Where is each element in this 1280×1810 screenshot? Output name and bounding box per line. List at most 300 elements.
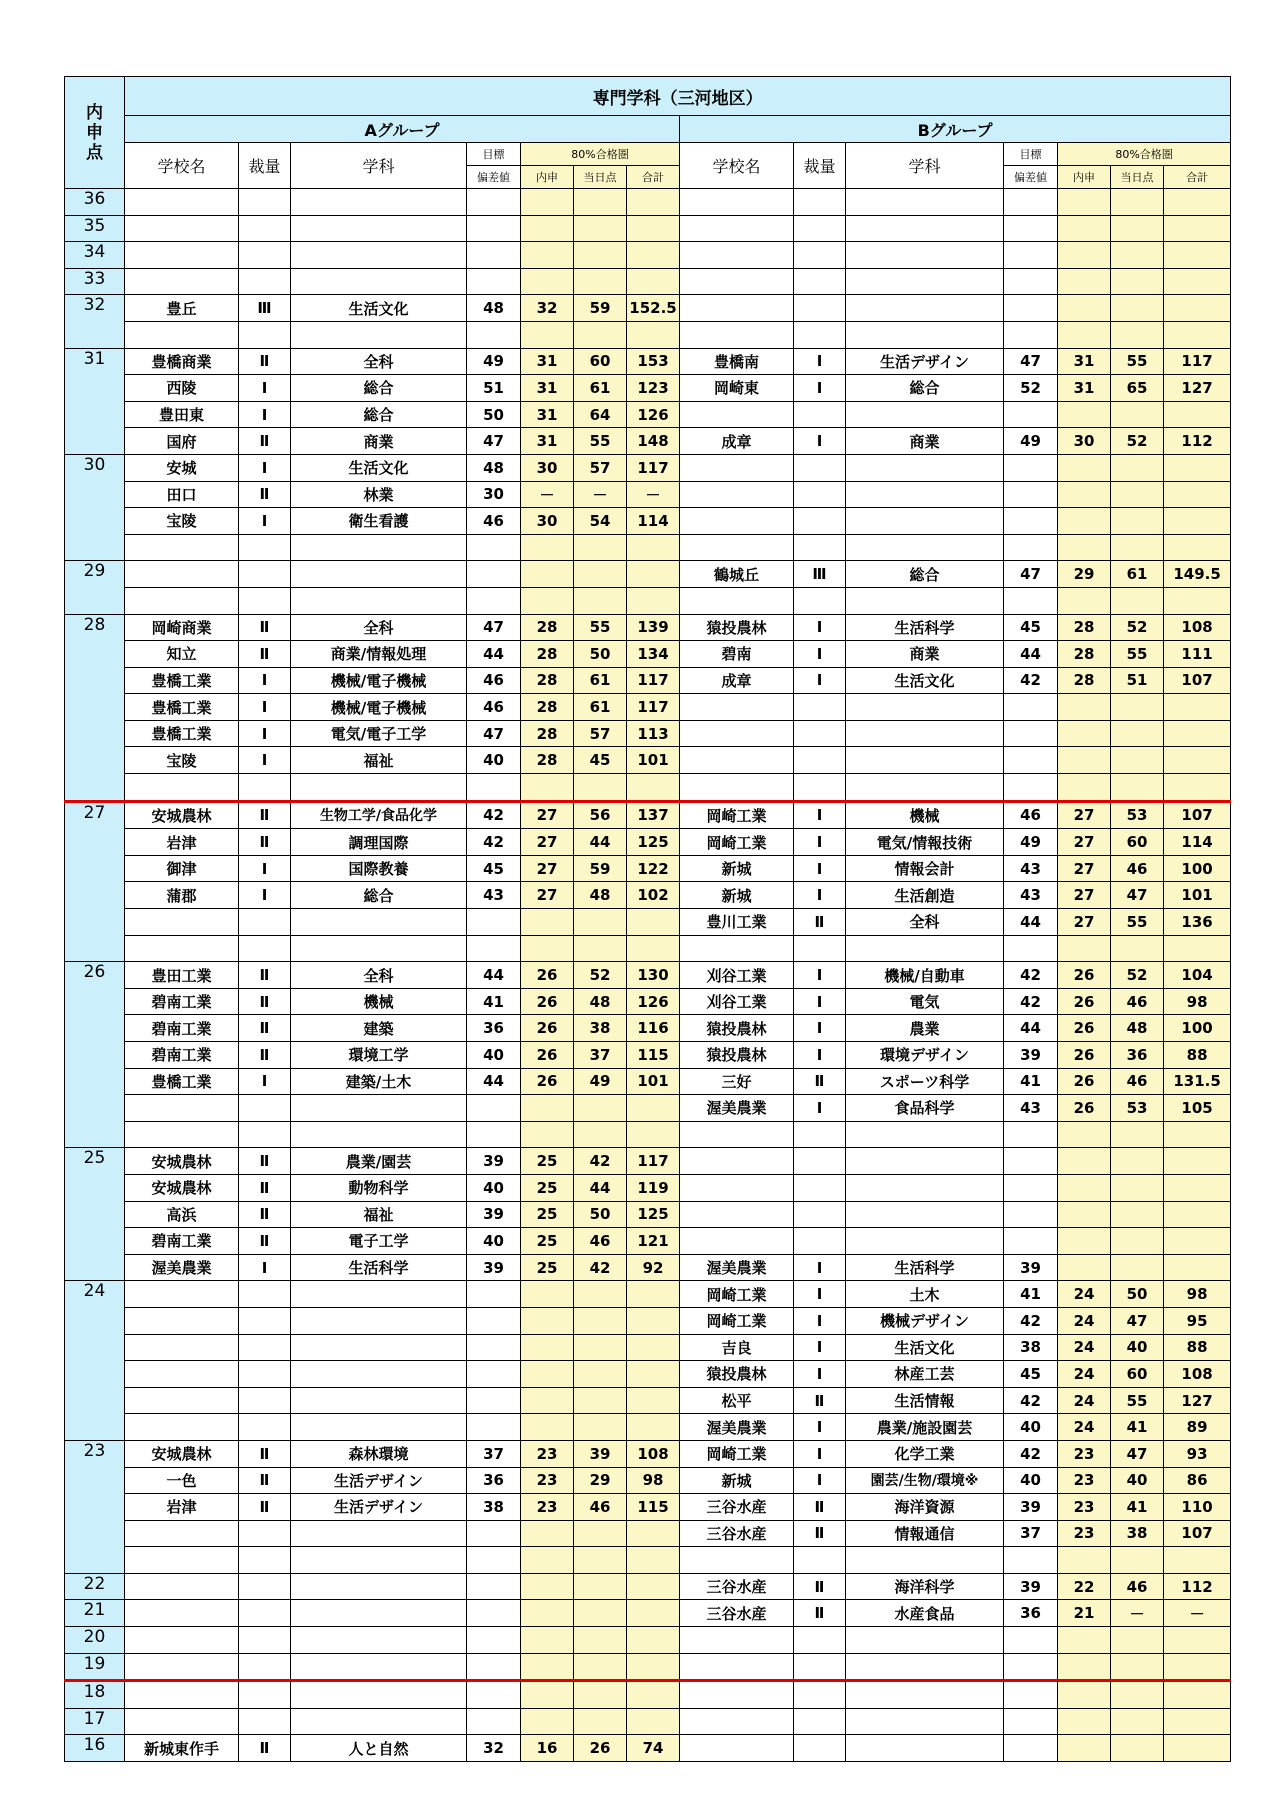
a-deviation-cell (467, 1627, 521, 1654)
table-row (65, 561, 1231, 588)
table-row (65, 747, 1231, 774)
b-school-cell (680, 1228, 794, 1255)
a-deviation-cell (467, 1307, 521, 1334)
b-naishin-cell (1058, 508, 1111, 535)
b-dept-cell: 土木 (846, 1281, 1004, 1308)
table-row (65, 508, 1231, 535)
b-naishin-cell (1058, 268, 1111, 295)
b-school-cell: 岡崎工業 (680, 1281, 794, 1308)
b-type-cell (794, 1681, 846, 1709)
b-type-cell: Ⅰ (794, 614, 846, 641)
a-dept-cell: 電気/電子工学 (291, 720, 467, 747)
a-naishin-cell: 32 (521, 295, 574, 322)
a-touhi-cell (574, 1573, 627, 1600)
b-touhi-cell (1111, 1681, 1164, 1709)
b-deviation-cell (1004, 1547, 1058, 1574)
a-dept-cell (291, 1121, 467, 1148)
a-dept-cell (291, 1361, 467, 1388)
b-total-cell (1164, 189, 1231, 216)
a-deviation-cell (467, 1121, 521, 1148)
b-touhi-cell (1111, 1201, 1164, 1228)
a-total-cell: 92 (627, 1254, 680, 1281)
a-deviation-cell: 42 (467, 829, 521, 856)
b-naishin-cell (1058, 242, 1111, 269)
a-naishin-cell (521, 242, 574, 269)
a-dept-cell: 機械/電子機械 (291, 694, 467, 721)
a-total-cell: 125 (627, 1201, 680, 1228)
a-deviation-cell (467, 215, 521, 242)
a-total-cell: 117 (627, 667, 680, 694)
b-dept-cell (846, 1708, 1004, 1735)
a-total-cell (627, 321, 680, 348)
a-type-cell: Ⅱ (239, 962, 291, 989)
b-school-cell (680, 508, 794, 535)
b-type-cell (794, 1201, 846, 1228)
b-naishin-cell: 28 (1058, 641, 1111, 668)
b-school-cell: 岡崎工業 (680, 1307, 794, 1334)
a-dept-cell: 森林環境 (291, 1440, 467, 1467)
a-deviation-cell: 30 (467, 481, 521, 508)
table-row (65, 587, 1231, 614)
b-total-cell: 86 (1164, 1467, 1231, 1494)
b-type-cell (794, 1174, 846, 1201)
a-naishin-cell: 25 (521, 1254, 574, 1281)
b-total-cell (1164, 534, 1231, 561)
a-dept-cell (291, 215, 467, 242)
naishin-point-cell: 29 (65, 561, 125, 614)
naishin-point-cell: 36 (65, 189, 125, 216)
b-touhi-cell (1111, 1174, 1164, 1201)
b-dept-cell (846, 1735, 1004, 1762)
b-dept-cell (846, 1148, 1004, 1175)
a-touhi-cell (574, 1547, 627, 1574)
b-naishin-cell (1058, 1201, 1111, 1228)
table-row (65, 1600, 1231, 1627)
group-b-header: Bグループ (680, 116, 1231, 143)
b-dept-cell: 水産食品 (846, 1600, 1004, 1627)
a-type-cell: Ⅰ (239, 375, 291, 402)
b-type-cell (794, 587, 846, 614)
b-naishin-cell (1058, 295, 1111, 322)
a-touhi-cell (574, 534, 627, 561)
a-total-cell: 137 (627, 801, 680, 829)
b-school-cell (680, 242, 794, 269)
b-dept-cell (846, 720, 1004, 747)
a-deviation-cell: 39 (467, 1201, 521, 1228)
b-naishin-cell: 28 (1058, 667, 1111, 694)
a-type-cell (239, 587, 291, 614)
a-dept-cell: 商業 (291, 428, 467, 455)
a-naishin-cell: 26 (521, 1068, 574, 1095)
a-deviation-cell: 47 (467, 720, 521, 747)
b-naishin-cell: 27 (1058, 882, 1111, 909)
a-deviation-cell: 40 (467, 1174, 521, 1201)
b-deviation-cell: 36 (1004, 1600, 1058, 1627)
a-deviation-cell (467, 268, 521, 295)
b-school-cell (680, 694, 794, 721)
b-touhi-cell (1111, 747, 1164, 774)
b-type-cell (794, 295, 846, 322)
b-school-cell: 猿投農林 (680, 614, 794, 641)
a-dept-cell: 福祉 (291, 747, 467, 774)
a-school-cell: 宝陵 (125, 747, 239, 774)
b-dept-cell: 海洋科学 (846, 1573, 1004, 1600)
b-touhi-cell: 55 (1111, 1387, 1164, 1414)
a-deviation-cell: 36 (467, 1015, 521, 1042)
b-naishin-cell: 30 (1058, 428, 1111, 455)
a-school-cell: 岩津 (125, 1494, 239, 1521)
b-touhi-cell: 41 (1111, 1494, 1164, 1521)
b-total-cell: 95 (1164, 1307, 1231, 1334)
b-dept-cell: 生活情報 (846, 1387, 1004, 1414)
a-touhi-cell: 57 (574, 454, 627, 481)
a-total-cell: 115 (627, 1494, 680, 1521)
b-school-cell (680, 1174, 794, 1201)
b-dept-cell (846, 268, 1004, 295)
b-dept-cell (846, 508, 1004, 535)
a-type-cell: Ⅱ (239, 481, 291, 508)
b-dept-cell (846, 1228, 1004, 1255)
b-type-cell: Ⅰ (794, 829, 846, 856)
b-dept-cell: 海洋資源 (846, 1494, 1004, 1521)
a-type-cell: Ⅰ (239, 454, 291, 481)
a-naishin-cell: 26 (521, 1015, 574, 1042)
b-dept-cell: 生活文化 (846, 667, 1004, 694)
a-total-cell: － (627, 481, 680, 508)
b-total-cell (1164, 401, 1231, 428)
a-deviation-cell (467, 935, 521, 962)
b-type-cell: Ⅰ (794, 962, 846, 989)
a-touhi-cell: 55 (574, 428, 627, 455)
a-naishin-cell: 25 (521, 1148, 574, 1175)
group-a-header: Aグループ (125, 116, 680, 143)
b-school-cell: 成章 (680, 667, 794, 694)
b-dept-cell (846, 935, 1004, 962)
b-total-cell: 107 (1164, 667, 1231, 694)
a-total-cell (627, 909, 680, 936)
a-deviation-cell: 50 (467, 401, 521, 428)
b-total-cell (1164, 1201, 1231, 1228)
b-total-cell (1164, 481, 1231, 508)
b-type-cell: Ⅰ (794, 882, 846, 909)
a-school-cell (125, 242, 239, 269)
b-school-cell (680, 935, 794, 962)
a-total-cell (627, 587, 680, 614)
b-dept-cell: 農業 (846, 1015, 1004, 1042)
b-naishin-cell (1058, 401, 1111, 428)
b-touhi-header: 当日点 (1111, 166, 1164, 189)
a-type-cell (239, 534, 291, 561)
a-dept-cell (291, 1547, 467, 1574)
b-naishin-cell: 26 (1058, 1095, 1111, 1122)
b-deviation-cell (1004, 534, 1058, 561)
a-naishin-cell (521, 1627, 574, 1654)
a-deviation-cell (467, 189, 521, 216)
b-touhi-cell (1111, 720, 1164, 747)
naishin-point-cell: 33 (65, 268, 125, 295)
a-touhi-cell: 46 (574, 1494, 627, 1521)
b-touhi-cell (1111, 401, 1164, 428)
b-school-cell: 岡崎工業 (680, 1440, 794, 1467)
table-row (65, 242, 1231, 269)
a-type-cell (239, 1361, 291, 1388)
a-deviation-cell: 38 (467, 1494, 521, 1521)
a-total-cell (627, 935, 680, 962)
b-school-cell: 猿投農林 (680, 1042, 794, 1069)
b-type-cell (794, 1121, 846, 1148)
a-type-cell (239, 935, 291, 962)
a-total-cell (627, 1095, 680, 1122)
a-deviation-cell: 44 (467, 962, 521, 989)
a-touhi-cell: 49 (574, 1068, 627, 1095)
b-touhi-cell: 55 (1111, 641, 1164, 668)
a-type-cell (239, 1095, 291, 1122)
b-total-cell (1164, 587, 1231, 614)
admission-table-sheet (64, 76, 1230, 1762)
a-total-cell (627, 1708, 680, 1735)
b-touhi-cell (1111, 1148, 1164, 1175)
a-total-cell: 130 (627, 962, 680, 989)
a-type-cell: Ⅱ (239, 1042, 291, 1069)
b-school-header: 学校名 (680, 143, 794, 189)
a-dept-header: 学科 (291, 143, 467, 189)
a-dept-cell: 生物工学/食品化学 (291, 801, 467, 829)
b-total-cell: 89 (1164, 1414, 1231, 1441)
b-total-cell (1164, 215, 1231, 242)
b-type-cell: Ⅱ (794, 1494, 846, 1521)
a-total-cell: 101 (627, 747, 680, 774)
b-deviation-cell: 44 (1004, 909, 1058, 936)
a-school-cell: 豊橋工業 (125, 694, 239, 721)
b-deviation-cell: 49 (1004, 829, 1058, 856)
a-touhi-cell: 60 (574, 348, 627, 375)
table-row (65, 215, 1231, 242)
b-deviation-cell: 40 (1004, 1467, 1058, 1494)
b-deviation-cell: 42 (1004, 1307, 1058, 1334)
a-naishin-cell: 28 (521, 720, 574, 747)
a-touhi-cell (574, 1121, 627, 1148)
a-deviation-cell (467, 242, 521, 269)
table-row (65, 614, 1231, 641)
a-school-cell (125, 774, 239, 802)
b-touhi-cell: 53 (1111, 1095, 1164, 1122)
a-type-cell (239, 1573, 291, 1600)
table-row (65, 909, 1231, 936)
a-deviation-cell: 40 (467, 1042, 521, 1069)
a-type-cell (239, 189, 291, 216)
b-school-cell (680, 295, 794, 322)
a-touhi-cell: 61 (574, 667, 627, 694)
a-touhi-cell (574, 1095, 627, 1122)
b-deviation-cell: 44 (1004, 1015, 1058, 1042)
a-naishin-cell (521, 321, 574, 348)
b-total-cell (1164, 1174, 1231, 1201)
a-school-cell: 岡崎商業 (125, 614, 239, 641)
a-dept-cell (291, 1627, 467, 1654)
b-deviation-cell (1004, 747, 1058, 774)
b-total-cell: 88 (1164, 1334, 1231, 1361)
b-deviation-cell (1004, 774, 1058, 802)
a-total-cell (627, 1627, 680, 1654)
a-dept-cell: 総合 (291, 401, 467, 428)
a-total-cell: 126 (627, 401, 680, 428)
b-type-cell (794, 534, 846, 561)
b-deviation-cell (1004, 1708, 1058, 1735)
a-school-cell: 知立 (125, 641, 239, 668)
b-naishin-cell (1058, 1148, 1111, 1175)
b-dept-cell: 機械デザイン (846, 1307, 1004, 1334)
b-touhi-cell (1111, 1735, 1164, 1762)
b-deviation-cell: 43 (1004, 855, 1058, 882)
a-school-cell: 西陵 (125, 375, 239, 402)
b-naishin-cell: 27 (1058, 855, 1111, 882)
b-touhi-cell (1111, 454, 1164, 481)
b-total-cell: 117 (1164, 348, 1231, 375)
b-naishin-cell (1058, 747, 1111, 774)
b-deviation-cell: 42 (1004, 1387, 1058, 1414)
a-type-cell: Ⅰ (239, 667, 291, 694)
b-naishin-cell: 23 (1058, 1494, 1111, 1521)
b-deviation-cell: 43 (1004, 882, 1058, 909)
a-touhi-cell (574, 1600, 627, 1627)
b-deviation-cell (1004, 1627, 1058, 1654)
a-type-cell: Ⅰ (239, 508, 291, 535)
a-naishin-cell: 31 (521, 401, 574, 428)
a-naishin-cell: 26 (521, 1042, 574, 1069)
a-touhi-cell (574, 215, 627, 242)
b-school-cell: 豊橋南 (680, 348, 794, 375)
b-naishin-cell: 26 (1058, 962, 1111, 989)
a-total-cell (627, 242, 680, 269)
a-total-cell (627, 1600, 680, 1627)
b-type-cell: Ⅱ (794, 1387, 846, 1414)
b-school-cell: 三谷水産 (680, 1600, 794, 1627)
a-type-cell (239, 1547, 291, 1574)
b-type-cell: Ⅰ (794, 641, 846, 668)
b-type-cell: Ⅰ (794, 1095, 846, 1122)
b-type-cell (794, 401, 846, 428)
a-type-cell: Ⅱ (239, 1174, 291, 1201)
a-total-cell: 123 (627, 375, 680, 402)
b-type-cell (794, 694, 846, 721)
a-school-cell: 安城農林 (125, 1148, 239, 1175)
a-type-cell: Ⅱ (239, 1467, 291, 1494)
a-touhi-cell: 42 (574, 1148, 627, 1175)
b-total-cell (1164, 242, 1231, 269)
b-deviation-cell (1004, 1681, 1058, 1709)
b-deviation-cell (1004, 1653, 1058, 1681)
b-deviation-cell (1004, 268, 1058, 295)
b-touhi-cell: 47 (1111, 1307, 1164, 1334)
b-school-cell: 新城 (680, 855, 794, 882)
a-naishin-cell (521, 268, 574, 295)
a-type-cell (239, 1627, 291, 1654)
table-row (65, 1334, 1231, 1361)
b-deviation-cell (1004, 1174, 1058, 1201)
a-deviation-cell: 49 (467, 348, 521, 375)
b-school-cell: 岡崎工業 (680, 801, 794, 829)
a-school-cell (125, 935, 239, 962)
a-type-cell: Ⅱ (239, 988, 291, 1015)
b-touhi-cell: 55 (1111, 348, 1164, 375)
b-type-cell (794, 189, 846, 216)
a-type-cell (239, 1600, 291, 1627)
a-type-cell (239, 1281, 291, 1308)
b-type-cell: Ⅰ (794, 988, 846, 1015)
b-total-cell (1164, 747, 1231, 774)
b-touhi-cell (1111, 1653, 1164, 1681)
a-school-cell (125, 1653, 239, 1681)
table-row (65, 1228, 1231, 1255)
b-total-cell: 131.5 (1164, 1068, 1231, 1095)
a-naishin-cell: 27 (521, 882, 574, 909)
a-touhi-cell: 44 (574, 829, 627, 856)
a-school-cell (125, 1547, 239, 1574)
b-dept-cell: 情報通信 (846, 1520, 1004, 1547)
naishin-corner-header (65, 77, 125, 189)
b-school-cell (680, 454, 794, 481)
b-touhi-cell: 48 (1111, 1015, 1164, 1042)
b-type-cell (794, 268, 846, 295)
b-dept-cell (846, 1174, 1004, 1201)
a-deviation-cell (467, 1547, 521, 1574)
naishin-point-cell: 25 (65, 1148, 125, 1281)
b-naishin-cell (1058, 1681, 1111, 1709)
b-school-cell (680, 401, 794, 428)
b-deviation-cell (1004, 694, 1058, 721)
naishin-point-cell: 30 (65, 454, 125, 560)
b-school-cell: 猿投農林 (680, 1361, 794, 1388)
a-type-cell (239, 215, 291, 242)
b-naishin-cell (1058, 215, 1111, 242)
b-school-cell: 三谷水産 (680, 1494, 794, 1521)
a-school-cell (125, 1121, 239, 1148)
b-school-cell (680, 1708, 794, 1735)
a-school-cell (125, 1334, 239, 1361)
b-type-cell (794, 321, 846, 348)
b-total-cell: 112 (1164, 1573, 1231, 1600)
b-naishin-cell (1058, 189, 1111, 216)
table-row (65, 1653, 1231, 1681)
b-type-cell (794, 242, 846, 269)
a-dept-cell: 全科 (291, 614, 467, 641)
b-pass-range-header: 80%合格圏 (1058, 143, 1231, 166)
naishin-point-cell: 27 (65, 801, 125, 962)
b-dept-cell: 総合 (846, 561, 1004, 588)
a-school-cell (125, 587, 239, 614)
b-touhi-cell (1111, 321, 1164, 348)
b-total-cell (1164, 1627, 1231, 1654)
b-naishin-cell: 21 (1058, 1600, 1111, 1627)
table-row (65, 667, 1231, 694)
b-deviation-cell: 47 (1004, 348, 1058, 375)
a-touhi-cell (574, 561, 627, 588)
b-type-header: 裁量 (794, 143, 846, 189)
a-touhi-cell: 42 (574, 1254, 627, 1281)
a-naishin-cell: 25 (521, 1201, 574, 1228)
a-dept-cell (291, 189, 467, 216)
a-type-cell (239, 321, 291, 348)
a-school-cell (125, 909, 239, 936)
b-dept-cell: 食品科学 (846, 1095, 1004, 1122)
a-touhi-cell (574, 1281, 627, 1308)
a-naishin-header: 内申 (521, 166, 574, 189)
a-school-cell (125, 1281, 239, 1308)
a-dept-cell (291, 268, 467, 295)
b-type-cell: Ⅰ (794, 1281, 846, 1308)
b-naishin-cell: 27 (1058, 909, 1111, 936)
b-total-cell (1164, 720, 1231, 747)
